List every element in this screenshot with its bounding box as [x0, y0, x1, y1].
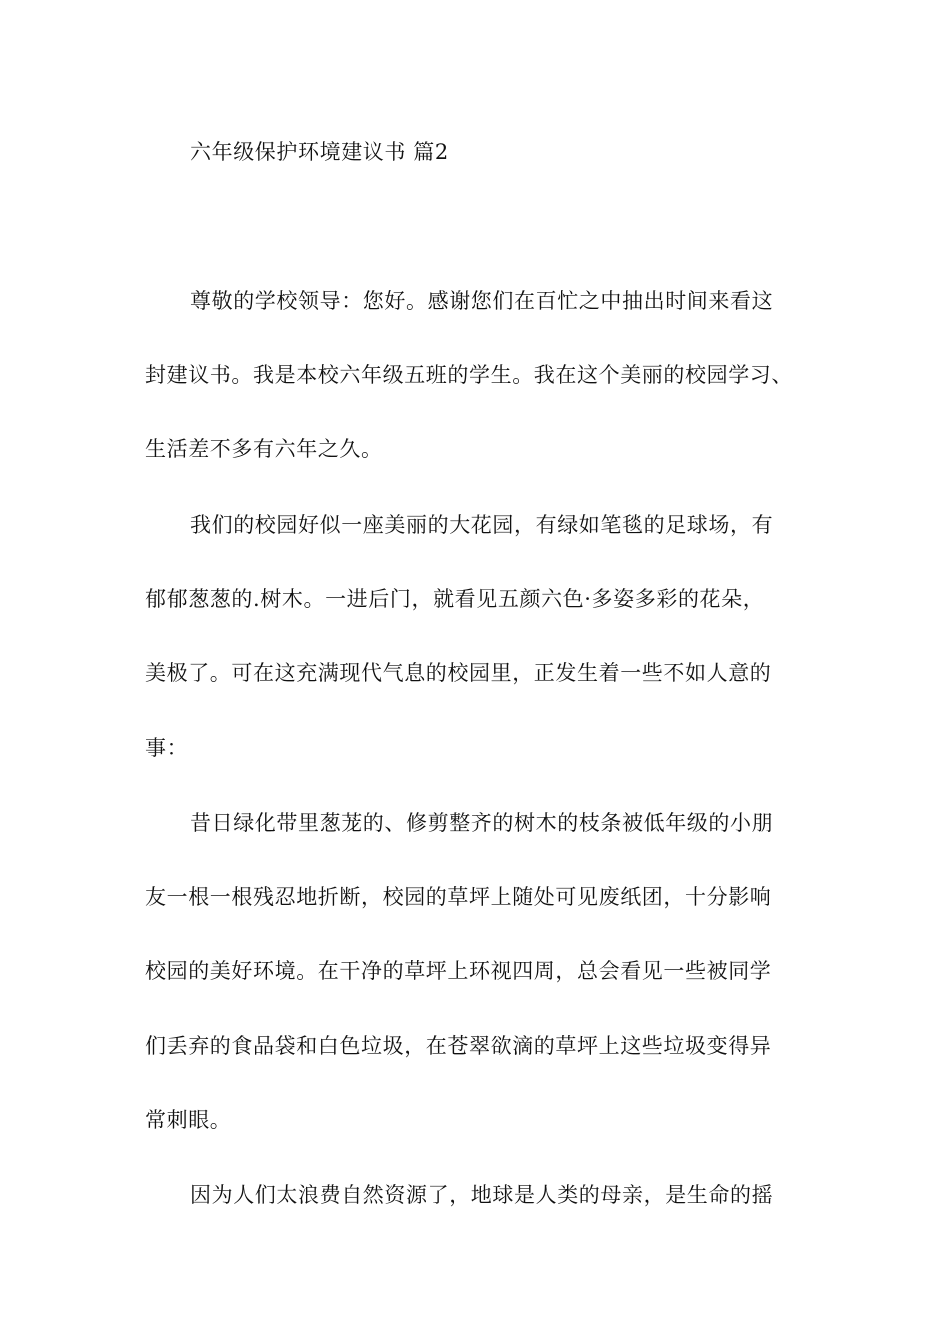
paragraph-line: 尊敬的学校领导：您好。感谢您们在百忙之中抽出时间来看这 — [190, 289, 774, 313]
paragraph-line: 们丢弃的食品袋和白色垃圾，在苍翠欲滴的草坪上这些垃圾变得异 — [145, 1034, 772, 1058]
paragraph-line: 美极了。可在这充满现代气息的校园里，正发生着一些不如人意的 — [145, 661, 772, 685]
paragraph-line: 封建议书。我是本校六年级五班的学生。我在这个美丽的校园学习、 — [145, 363, 793, 387]
paragraph-line: 事： — [145, 736, 189, 760]
paragraph-line: 昔日绿化带里葱茏的、修剪整齐的树木的枝条被低年级的小朋 — [190, 811, 774, 835]
paragraph-line: 常刺眼。 — [145, 1108, 232, 1132]
paragraph-line: 郁郁葱葱的.树木。一进后门，就看见五颜六色·多姿多彩的花朵， — [145, 587, 765, 611]
paragraph-line: 友一根一根残忍地折断，校园的草坪上随处可见废纸团，十分影响 — [145, 885, 772, 909]
document-title: 六年级保护环境建议书 篇2 — [190, 140, 449, 164]
paragraph-line: 我们的校园好似一座美丽的大花园，有绿如笔毯的足球场，有 — [190, 513, 774, 537]
paragraph-line: 因为人们太浪费自然资源了，地球是人类的母亲，是生命的摇 — [190, 1183, 774, 1207]
paragraph-line: 校园的美好环境。在干净的草坪上环视四周，总会看见一些被同学 — [145, 959, 772, 983]
paragraph-line: 生活差不多有六年之久。 — [145, 437, 383, 461]
